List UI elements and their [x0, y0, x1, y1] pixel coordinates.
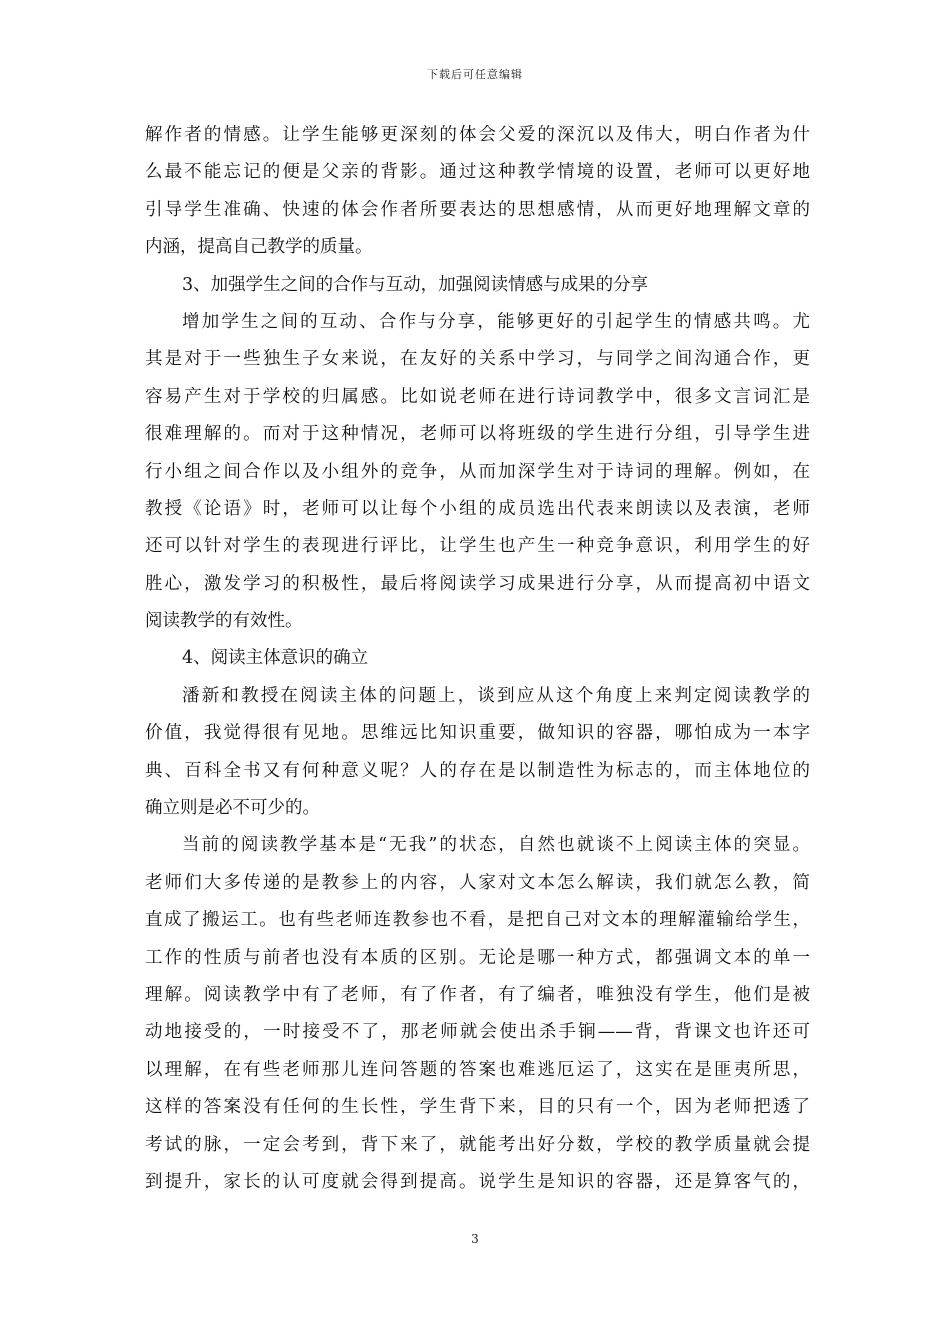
text-line: 其是对于一些独生子女来说，在友好的关系中学习，与同学之间沟通合作，更 [145, 349, 810, 370]
text-line: 这样的答案没有任何的生长性，学生背下来，目的只有一个，因为老师把透了 [145, 1097, 810, 1118]
document-body [145, 117, 810, 1201]
text-line: 以理解，在有些老师那儿连问答题的答案也难逃厄运了，这实在是匪夷所思， [145, 1059, 810, 1080]
page-number: 3 [471, 1232, 479, 1246]
text-line: 确立则是必不可少的。 [145, 798, 320, 819]
text-line: 阅读教学的有效性。 [145, 611, 303, 632]
text-line: 还可以针对学生的表现进行评比，让学生也产生一种竞争意识，利用学生的好 [145, 536, 810, 557]
text-line: 潘新和教授在阅读主体的问题上，谈到应从这个角度上来判定阅读教学的 [182, 685, 810, 706]
text-line: 老师们大多传递的是教参上的内容，人家对文本怎么解读，我们就怎么教，简 [145, 872, 810, 893]
text-line: 4、阅读主体意识的确立 [182, 648, 369, 669]
text-line: 直成了搬运工。也有些老师连教参也不看，是把自己对文本的理解灌输给学生， [145, 910, 810, 931]
text-line: 工作的性质与前者也没有本质的区别。无论是哪一种方式，都强调文本的单一 [145, 947, 810, 968]
text-line: 理解。阅读教学中有了老师，有了作者，有了编者，唯独没有学生，他们是被 [145, 984, 810, 1005]
text-line: 很难理解的。而对于这种情况，老师可以将班级的学生进行分组，引导学生进 [145, 424, 810, 445]
text-line: 动地接受的，一时接受不了，那老师就会使出杀手锏——背，背课文也许还可 [145, 1022, 810, 1043]
text-line: 教授《论语》时，老师可以让每个小组的成员选出代表来朗读以及表演，老师 [145, 498, 810, 519]
text-line: 容易产生对于学校的归属感。比如说老师在进行诗词教学中，很多文言词汇是 [145, 386, 810, 407]
text-line: 胜心，激发学习的积极性，最后将阅读学习成果进行分享，从而提高初中语文 [145, 573, 810, 594]
text-line: 考试的脉，一定会考到，背下来了，就能考出好分数，学校的教学质量就会提 [145, 1134, 810, 1155]
text-line: 3、加强学生之间的合作与互动，加强阅读情感与成果的分享 [182, 274, 649, 295]
text-line: 么最不能忘记的便是父亲的背影。通过这种教学情境的设置，老师可以更好地 [145, 162, 810, 183]
text-line: 内涵，提高自己教学的质量。 [145, 237, 373, 258]
text-line: 增加学生之间的互动、合作与分享，能够更好的引起学生的情感共鸣。尤 [182, 311, 810, 332]
text-line: 当前的阅读教学基本是“无我”的状态，自然也就谈不上阅读主体的突显。 [182, 835, 810, 856]
page-header: 下载后可任意编辑 [427, 68, 523, 81]
text-line: 引导学生准确、快速的体会作者所要表达的思想感情，从而更好地理解文章的 [145, 199, 810, 220]
text-line: 价值，我觉得很有见地。思维远比知识重要，做知识的容器，哪怕成为一本字 [145, 723, 810, 744]
text-line: 到提升，家长的认可度就会得到提高。说学生是知识的容器，还是算客气的， [145, 1171, 810, 1192]
text-line: 典、百科全书又有何种意义呢？人的存在是以制造性为标志的，而主体地位的 [145, 760, 810, 781]
text-line: 行小组之间合作以及小组外的竞争，从而加深学生对于诗词的理解。例如，在 [145, 461, 810, 482]
text-line: 解作者的情感。让学生能够更深刻的体会父爱的深沉以及伟大，明白作者为什 [145, 125, 810, 145]
